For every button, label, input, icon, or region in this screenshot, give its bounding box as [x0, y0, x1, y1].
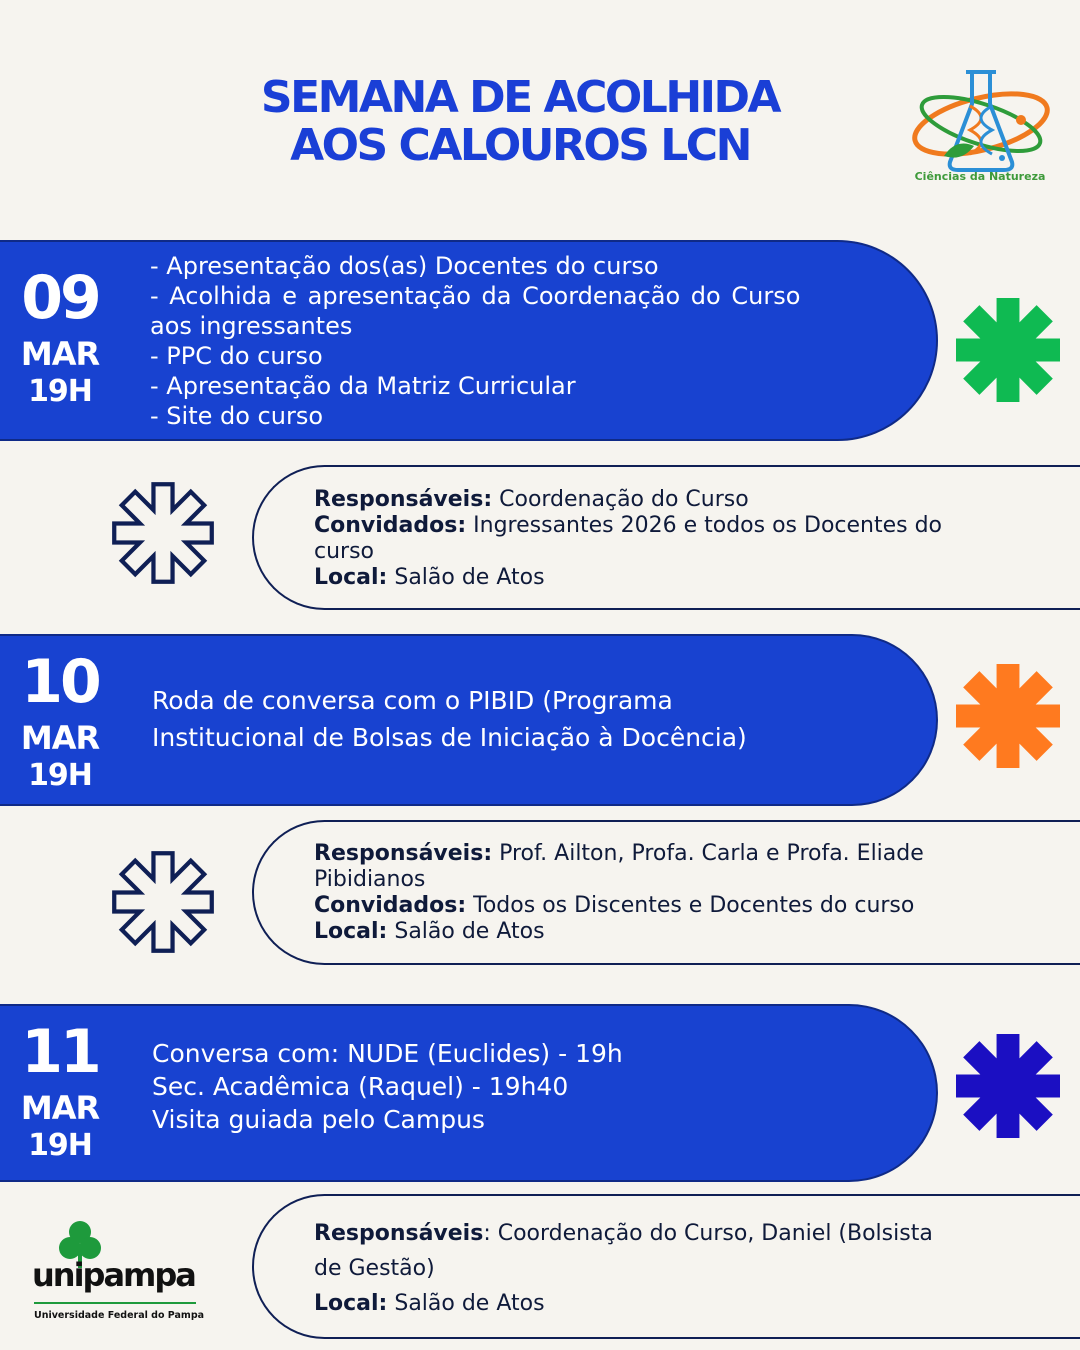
local-value: Salão de Atos — [387, 1291, 545, 1316]
convidados-label: Convidados: — [314, 893, 467, 918]
responsaveis-value: Coordenação do Curso — [492, 487, 749, 512]
local-label: Local: — [314, 919, 388, 944]
event-day: 09 — [21, 263, 99, 333]
event-month: MAR — [20, 1089, 100, 1127]
event-10-topics — [152, 682, 747, 756]
topic-item: Conversa com: NUDE (Euclides) - 19h — [152, 1039, 623, 1068]
event-09-topics — [150, 251, 800, 431]
topic-item: aos ingressantes — [150, 312, 353, 340]
topic-item: - Apresentação da Matriz Curricular — [150, 372, 576, 400]
local-value: Salão de Atos — [387, 565, 545, 590]
responsaveis-label: Responsáveis — [314, 1221, 484, 1246]
course-logo-label: Ciências da Natureza — [914, 170, 1046, 183]
event-hour: 19H — [28, 1128, 92, 1163]
topic-item: - PPC do curso — [150, 342, 323, 370]
outline-asterisk-icon — [110, 480, 216, 586]
page-title — [200, 74, 840, 170]
flask-dna-atom-logo-icon — [908, 66, 1054, 186]
topic-item: Institucional de Bolsas de Iniciação à Docência) — [152, 723, 747, 752]
topic-item: - Site do curso — [150, 402, 324, 430]
event-11-date — [0, 1017, 120, 1164]
topic-item: Visita guiada pelo Campus — [152, 1105, 485, 1134]
responsaveis-value: : Coordenação do Curso, Daniel (Bolsista — [483, 1221, 933, 1246]
green-asterisk-icon — [956, 298, 1060, 402]
event-09-details — [314, 487, 942, 591]
responsaveis-label: Responsáveis: — [314, 841, 493, 866]
blue-asterisk-icon — [956, 1034, 1060, 1138]
topic-item: - Apresentação dos(as) Docentes do curso — [150, 252, 659, 280]
event-hour: 19H — [28, 374, 92, 409]
event-month: MAR — [20, 335, 100, 373]
topic-item: Roda de conversa com o PIBID (Programa — [152, 686, 673, 715]
topic-item: - Acolhida e apresentação da Coordenação do Curso — [150, 282, 801, 310]
responsaveis-value-continued: Pibidianos — [314, 867, 426, 892]
university-logo — [30, 1218, 205, 1328]
local-label: Local: — [314, 1291, 388, 1316]
event-day: 10 — [21, 647, 99, 717]
event-hour: 19H — [28, 758, 92, 793]
responsaveis-label: Responsáveis: — [314, 487, 493, 512]
responsaveis-value-continued: de Gestão) — [314, 1256, 435, 1281]
local-label: Local: — [314, 565, 388, 590]
convidados-label: Convidados: — [314, 513, 467, 538]
event-month: MAR — [20, 719, 100, 757]
title-line-2: AOS CALOUROS LCN — [290, 120, 750, 171]
responsaveis-value: Prof. Ailton, Profa. Carla e Profa. Eliade — [492, 841, 924, 866]
convidados-value: Ingressantes 2026 e todos os Docentes do — [466, 513, 943, 538]
convidados-value-continued: curso — [314, 539, 375, 564]
event-09-date — [0, 263, 120, 410]
orange-asterisk-icon — [956, 664, 1060, 768]
title-line-1: SEMANA DE ACOLHIDA — [260, 72, 780, 123]
event-day: 11 — [21, 1017, 99, 1087]
convidados-value: Todos os Discentes e Docentes do curso — [466, 893, 915, 918]
local-value: Salão de Atos — [387, 919, 545, 944]
outline-asterisk-icon — [110, 849, 216, 955]
event-11-details — [314, 1216, 933, 1321]
university-name: unipampa — [32, 1256, 195, 1294]
university-subtitle: Universidade Federal do Pampa — [34, 1310, 205, 1321]
event-11-topics — [152, 1037, 623, 1136]
topic-item: Sec. Acadêmica (Raquel) - 19h40 — [152, 1072, 569, 1101]
university-rule — [34, 1302, 196, 1304]
event-10-date — [0, 647, 120, 794]
event-10-details — [314, 841, 924, 945]
